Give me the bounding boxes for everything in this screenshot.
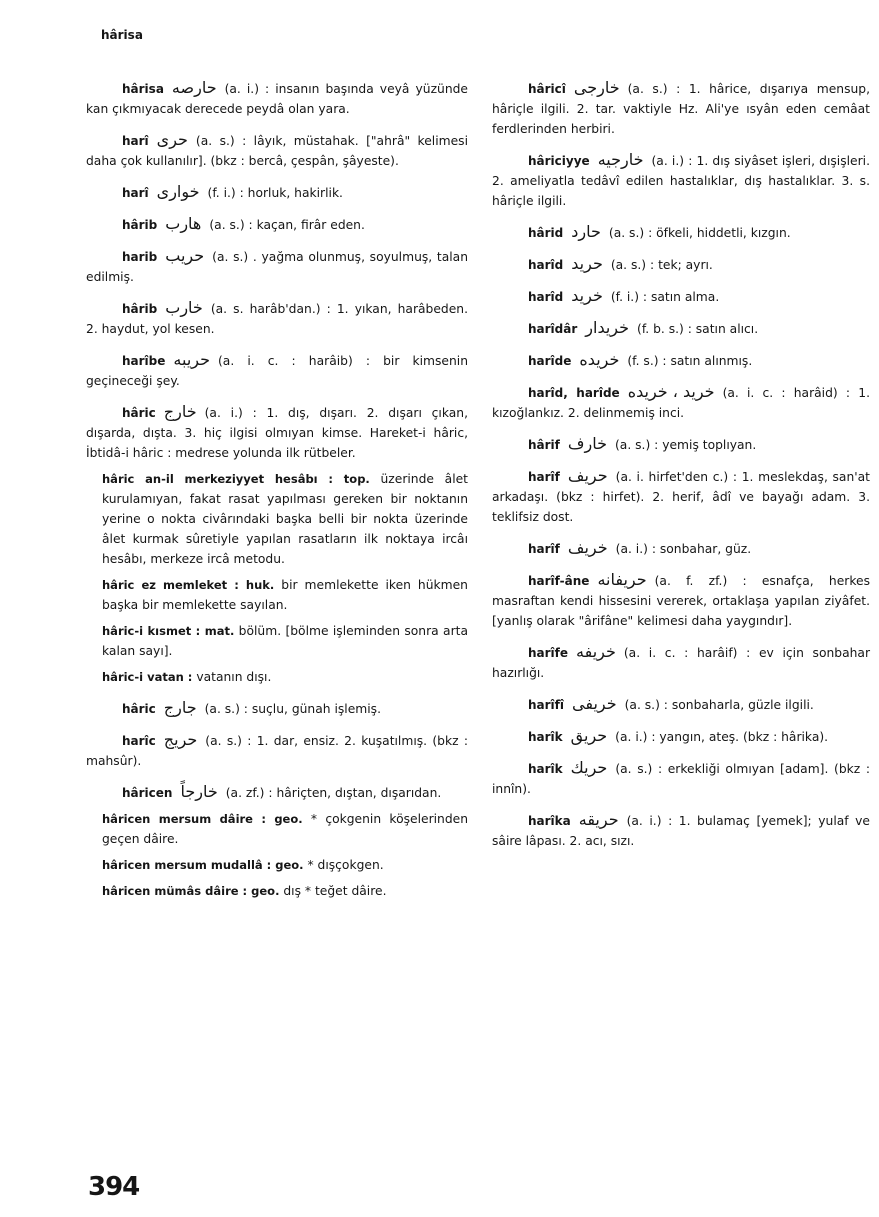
definition: (a. s.) : tek; ayrı. (610, 258, 713, 272)
subentry-headword: hâricen mersum dâire : geo. (102, 812, 303, 826)
definition: (a. s.) : 1. hâricе, dışarıya mensup, hâriçle ilgili. 2. tar. vaktiyle Hz. Ali'ye ısyân eden cemâat ferdlerinden herbiri. (492, 82, 870, 136)
definition: (a. s.) : suçlu, günah işlemiş. (204, 702, 381, 716)
arabic-script: حريك (570, 758, 608, 777)
arabic-script: خريفى (572, 694, 617, 713)
definition: (a. i.) : yangın, ateş. (bkz : hârika). (615, 730, 829, 744)
definition: (a. i.) : insanın başında veyâ yüzünde kan çıkmıyacak derecede peydâ olan yara. (86, 82, 468, 116)
definition: (a. s.) : öfkeli, hiddetli, kızgın. (608, 226, 791, 240)
entry-haribe (86, 350, 468, 391)
headword: harîfî (528, 698, 565, 712)
headword: hâric (122, 406, 156, 420)
entry-harisa (86, 78, 468, 119)
definition: (a. s.) : yemiş toplıyan. (614, 438, 757, 452)
entry-haric-an-il (86, 469, 468, 569)
right-column (492, 78, 870, 862)
definition: (a. s.) : sonbaharla, güzle ilgili. (624, 698, 814, 712)
arabic-script: خريفه (576, 642, 616, 661)
definition: (a. i.) : sonbahar, güz. (615, 542, 752, 556)
entry-haric-i-vatan (86, 667, 468, 687)
arabic-script: حريف (567, 466, 608, 485)
headword: harîfe (528, 646, 569, 660)
left-column (86, 78, 468, 907)
arabic-script: خريد ، خريده (627, 382, 715, 401)
entry-harif-3 (492, 538, 870, 559)
arabic-script: حريب (165, 246, 205, 265)
definition: (a. i. c. : harâib) : bir kimsenin geçineceği şey. (86, 354, 468, 388)
arabic-script: حرى (156, 130, 188, 149)
arabic-script: خريده (579, 350, 620, 369)
headword: harîf-âne (528, 574, 590, 588)
definition: (f. b. s.) : satın alıcı. (637, 322, 759, 336)
arabic-script: حريفانه (597, 570, 647, 589)
entry-haric-2 (86, 698, 468, 719)
entry-harif-2 (492, 466, 870, 527)
arabic-script: خارب (165, 298, 203, 317)
arabic-script: حريج (163, 730, 198, 749)
headword: hârif (528, 438, 560, 452)
arabic-script: خارجى (573, 78, 620, 97)
subentry-headword: hâricen mersum mudallâ : geo. (102, 858, 304, 872)
definition: bölüm. [bölme işleminden sonra arta kalan sayı]. (102, 624, 468, 658)
subentry-headword: hâric-i kısmet : mat. (102, 624, 235, 638)
headword: hârid (528, 226, 564, 240)
entry-harif-ane (492, 570, 870, 631)
headword: hâric (122, 702, 156, 716)
headword: harîk (528, 730, 563, 744)
page-number: 394 (88, 1172, 140, 1202)
definition: (a. s.) : kaçan, firâr eden. (209, 218, 365, 232)
entry-haricen-mersum-mudalla (86, 855, 468, 875)
arabic-script: حريقه (578, 810, 619, 829)
entry-harif-1 (492, 434, 870, 455)
arabic-script: حارد (571, 222, 601, 241)
arabic-script: خارجاً (180, 782, 218, 801)
entry-haricen-mersum-daire (86, 809, 468, 849)
entry-haride-1 (492, 350, 870, 371)
entry-harid-3 (492, 286, 870, 307)
arabic-script: حريد (571, 254, 603, 273)
headword: hâricî (528, 82, 566, 96)
entry-harid-1 (492, 222, 870, 243)
arabic-script: خارجيه (597, 150, 644, 169)
entry-harik-2 (492, 758, 870, 799)
definition: dış * teğet dâire. (283, 884, 387, 898)
definition: (a. i.) : 1. bulamaç [yemek]; yulaf ve sâire lâpası. 2. acı, sızı. (492, 814, 870, 848)
arabic-script: حريبه (173, 350, 210, 369)
entry-harib-3 (86, 298, 468, 339)
headword: hârib (122, 218, 158, 232)
definition: (a. i.) : 1. dış siyâset işleri, dışişleri. 2. ameliyatla tedâvî edilen hastalıklar, dış hastalıklar. 3. s. hâriçle ilgili. (492, 154, 870, 208)
headword: harîf (528, 542, 560, 556)
definition: bir memlekette iken hükmen başka bir memlekette sayılan. (102, 578, 468, 612)
arabic-script: خارج (163, 402, 197, 421)
headword: harib (122, 250, 158, 264)
definition: vatanın dışı. (196, 670, 272, 684)
arabic-script: حارصه (171, 78, 217, 97)
running-head: hârisa (101, 28, 143, 42)
headword: harîd, harîde (528, 386, 620, 400)
entry-harid-2 (492, 254, 870, 275)
definition: (a. f. zf.) : esnafça, herkes masraftan kendi hissesini vererek, ortaklaşa yapılan ziyâfet. [yanlış olarak "ârifâne" kelimesi daha yaygındır]. (492, 574, 870, 628)
headword: harî (122, 134, 149, 148)
arabic-script: خارف (567, 434, 607, 453)
headword: harî (122, 186, 149, 200)
entry-hari-1 (86, 130, 468, 171)
definition: (a. s.) : 1. dar, ensiz. 2. kuşatılmış. (bkz : mahsûr). (86, 734, 468, 768)
definition: (a. i. c. : harâid) : 1. kızoğlankız. 2. delinmemiş inci. (492, 386, 870, 420)
definition: (a. s. harâb'dan.) : 1. yıkan, harâbeden. 2. haydut, yol kesen. (86, 302, 468, 336)
headword: hârib (122, 302, 158, 316)
subentry-headword: hâric-i vatan : (102, 670, 193, 684)
arabic-script: خريدار (585, 318, 630, 337)
definition: (f. s.) : satın alınmış. (627, 354, 753, 368)
definition: (a. s.) . yağma olunmuş, soyulmuş, talan edilmiş. (86, 250, 468, 284)
entry-haridar (492, 318, 870, 339)
headword: harîf (528, 470, 560, 484)
headword: hârisa (122, 82, 164, 96)
arabic-script: خريد (571, 286, 603, 305)
headword: harîbe (122, 354, 166, 368)
entry-hari-2 (86, 182, 468, 203)
headword: harîd (528, 258, 564, 272)
entry-harid-haride (492, 382, 870, 423)
entry-harik-1 (492, 726, 870, 747)
headword: hâriciyye (528, 154, 590, 168)
entry-harib-2 (86, 246, 468, 287)
definition: (f. i.) : satın alma. (610, 290, 720, 304)
headword: harîc (122, 734, 156, 748)
entry-haric-3 (86, 730, 468, 771)
definition: (f. i.) : horluk, hakirlik. (207, 186, 343, 200)
entry-haric-1 (86, 402, 468, 463)
arabic-script: جارج (163, 698, 197, 717)
entry-haric-i-kismet (86, 621, 468, 661)
entry-haricen-mumas-daire (86, 881, 468, 901)
headword: harîdâr (528, 322, 578, 336)
headword: harîka (528, 814, 571, 828)
headword: harîde (528, 354, 572, 368)
arabic-script: خريف (567, 538, 608, 557)
arabic-script: هارب (165, 214, 202, 233)
entry-harici (492, 78, 870, 139)
arabic-script: حريق (570, 726, 608, 745)
entry-haricen (86, 782, 468, 803)
headword: harîk (528, 762, 563, 776)
definition: * çokgenin köşelerinden geçen dâire. (102, 812, 468, 846)
entry-harib-1 (86, 214, 468, 235)
definition: (a. i. c. : harâif) : ev için sonbahar hazırlığı. (492, 646, 870, 680)
definition: (a. i.) : 1. dış, dışarı. 2. dışarı çıkan, dışarda, dışta. 3. hiç ilgisi olmıyan kimse. Hareket-i hâric, İbtidâ-i hâric : medrese yolunda ilk rütbeler. (86, 406, 468, 460)
subentry-headword: hâric ez memleket : huk. (102, 578, 275, 592)
arabic-script: خوارى (156, 182, 200, 201)
definition: (a. s.) : erkekliği olmıyan [adam]. (bkz : innîn). (492, 762, 870, 796)
definition: (a. i. hirfet'den c.) : 1. meslekdaş, san'at arkadaşı. (bkz : hirfet). 2. herif, âdî ve bayağı adam. 3. teklifsiz dost. (492, 470, 870, 524)
entry-hariciyye (492, 150, 870, 211)
entry-haric-ez-memleket (86, 575, 468, 615)
definition: (a. zf.) : hâriçten, dıştan, dışarıdan. (225, 786, 442, 800)
headword: hâricen (122, 786, 173, 800)
headword: harîd (528, 290, 564, 304)
entry-harifi (492, 694, 870, 715)
entry-harife (492, 642, 870, 683)
definition: üzerinde âlet kurulamıyan, fakat rasat yapılması gereken bir noktanın yerine o nokta civârındaki başka belli bir nokta üzerinde âlet kurmak sûretiyle yapılan rasatların ilk noktaya ircâı hesâbı, merkeze ircâ metodu. (102, 472, 468, 566)
definition: * dışçokgen. (307, 858, 384, 872)
subentry-headword: hâric an-il merkeziyyet hesâbı : top. (102, 472, 370, 486)
entry-harika (492, 810, 870, 851)
definition: (a. s.) : lâyık, müstahak. ["ahrâ" kelimesi daha çok kullanılır]. (bkz : bercâ, çespân, şâyeste). (86, 134, 468, 168)
subentry-headword: hâricen mümâs dâire : geo. (102, 884, 280, 898)
